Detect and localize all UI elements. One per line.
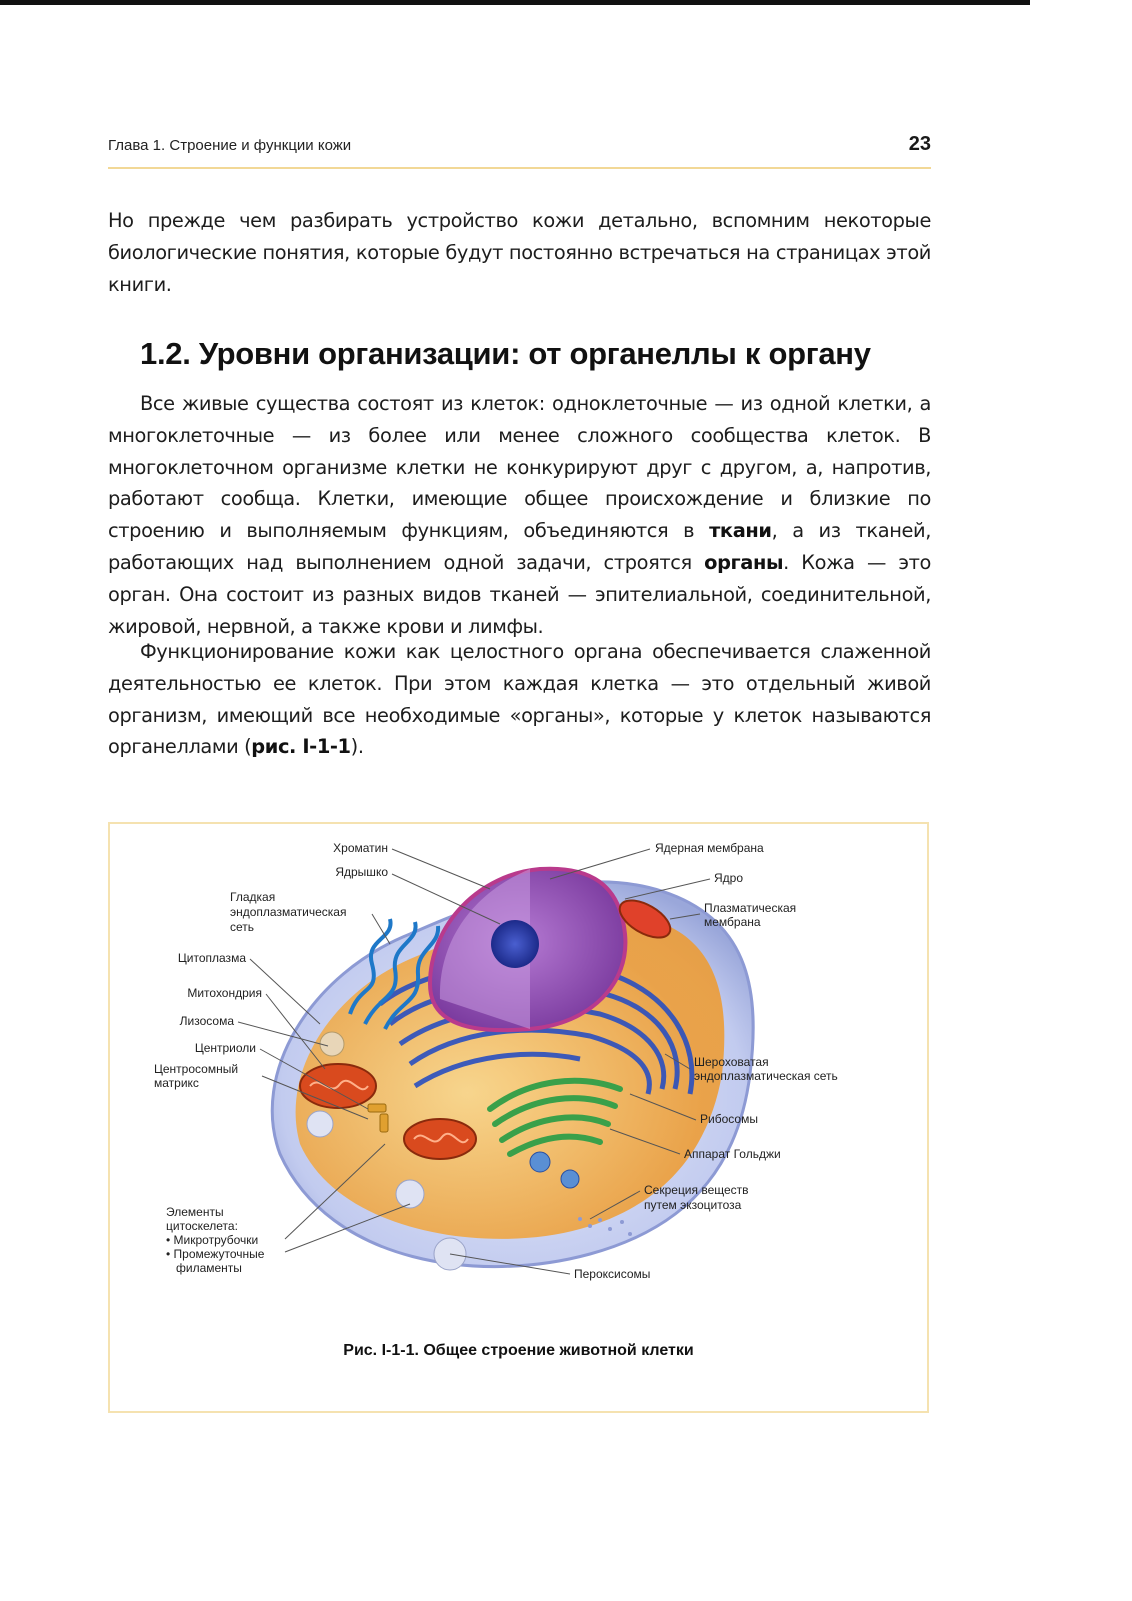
label-mitochondrion: Митохондрия	[187, 986, 262, 1000]
chapter-title: Глава 1. Строение и функции кожи	[108, 137, 352, 154]
caption-text: Общее строение животной клетки	[423, 1342, 694, 1359]
label-exocytosis-2: путем экзоцитоза	[644, 1198, 742, 1212]
section-heading: 1.2. Уровни организации: от органеллы к органу	[140, 336, 871, 371]
label-smooth-er-2: эндоплазматическая	[230, 905, 347, 919]
label-centrosome-2: матрикс	[154, 1076, 199, 1090]
label-nuclear-membrane: Ядерная мембрана	[655, 841, 764, 855]
label-smooth-er-3: сеть	[230, 920, 255, 934]
label-lysosome: Лизосома	[179, 1014, 234, 1028]
nucleolus-shape	[491, 920, 539, 968]
label-centrioles: Центриоли	[194, 1041, 256, 1055]
para2-text-2: ).	[350, 735, 364, 759]
label-cytoskeleton-2: цитоскелета:	[166, 1219, 238, 1233]
para1-text-1: Все живые существа состоят из клеток: одноклеточные — из одной клетки, а многоклеточные — из более или менее сложного сообщества клеток. В многоклеточном организме клетки не конкурируют друг с другом, а, напротив, работают сообща. Клетки, имеющие общее происхождение и близкие по строению и выполняемым функциям, объединяются в	[108, 392, 931, 543]
top-rule	[0, 0, 1030, 5]
label-cytoskeleton-3: • Микротрубочки	[166, 1233, 259, 1247]
paragraph-organelles	[108, 636, 931, 763]
term-tissues: ткани	[709, 519, 772, 543]
para1-text-3: . Кожа — это орган. Она состоит из разных видов тканей — эпителиальной, соединительной, жировой, нервной, а также крови и лимфы.	[108, 550, 931, 638]
page-number: 23	[908, 133, 931, 155]
caption-label: Рис. I-1-1.	[343, 1342, 419, 1359]
label-plasma-membrane-1: Плазматическая	[704, 901, 797, 915]
label-centrosome-1: Центросомный	[154, 1062, 239, 1076]
para2-text-1: Функционирование кожи как целостного органа обеспечивается слаженной деятельностью ее клеток. При этом каждая клетка — это отдельный живой организм, имеющий все необходимые «органы», которые у клеток называются органеллами (	[108, 640, 931, 759]
label-plasma-membrane-2: мембрана	[704, 915, 761, 929]
label-smooth-er-1: Гладкая	[230, 890, 276, 904]
label-nucleolus: Ядрышко	[335, 865, 388, 879]
label-exocytosis-1: Секреция веществ	[644, 1183, 749, 1197]
label-cytoskeleton-4: • Промежуточные	[166, 1247, 265, 1261]
paragraph-levels	[108, 388, 931, 642]
figure-box	[108, 822, 929, 1413]
para1-text-2: , а из тканей, работающих над выполнением одной задачи, строятся	[108, 519, 931, 574]
label-rough-er-2: эндоплазматическая сеть	[694, 1069, 838, 1083]
figure-reference: рис. I-1-1	[251, 735, 351, 759]
term-organs: органы	[704, 550, 784, 574]
label-chromatin: Хроматин	[333, 841, 388, 855]
label-nucleus: Ядро	[714, 871, 744, 885]
label-ribosomes: Рибосомы	[700, 1112, 758, 1126]
label-cytoskeleton-1: Элементы	[166, 1205, 224, 1219]
figure-caption	[110, 1342, 927, 1360]
label-rough-er-1: Шероховатая	[694, 1055, 769, 1069]
label-peroxisomes: Пероксисомы	[574, 1267, 651, 1281]
label-cytoskeleton-5: филаменты	[176, 1261, 242, 1275]
label-golgi: Аппарат Гольджи	[684, 1147, 781, 1161]
cell-diagram	[110, 824, 927, 1324]
running-head	[108, 133, 931, 169]
intro-paragraph: Но прежде чем разбирать устройство кожи детально, вспомним некоторые биологические понятия, которые будут постоянно встречаться на страницах этой книги.	[108, 209, 931, 296]
label-cytoplasm: Цитоплазма	[177, 951, 246, 965]
